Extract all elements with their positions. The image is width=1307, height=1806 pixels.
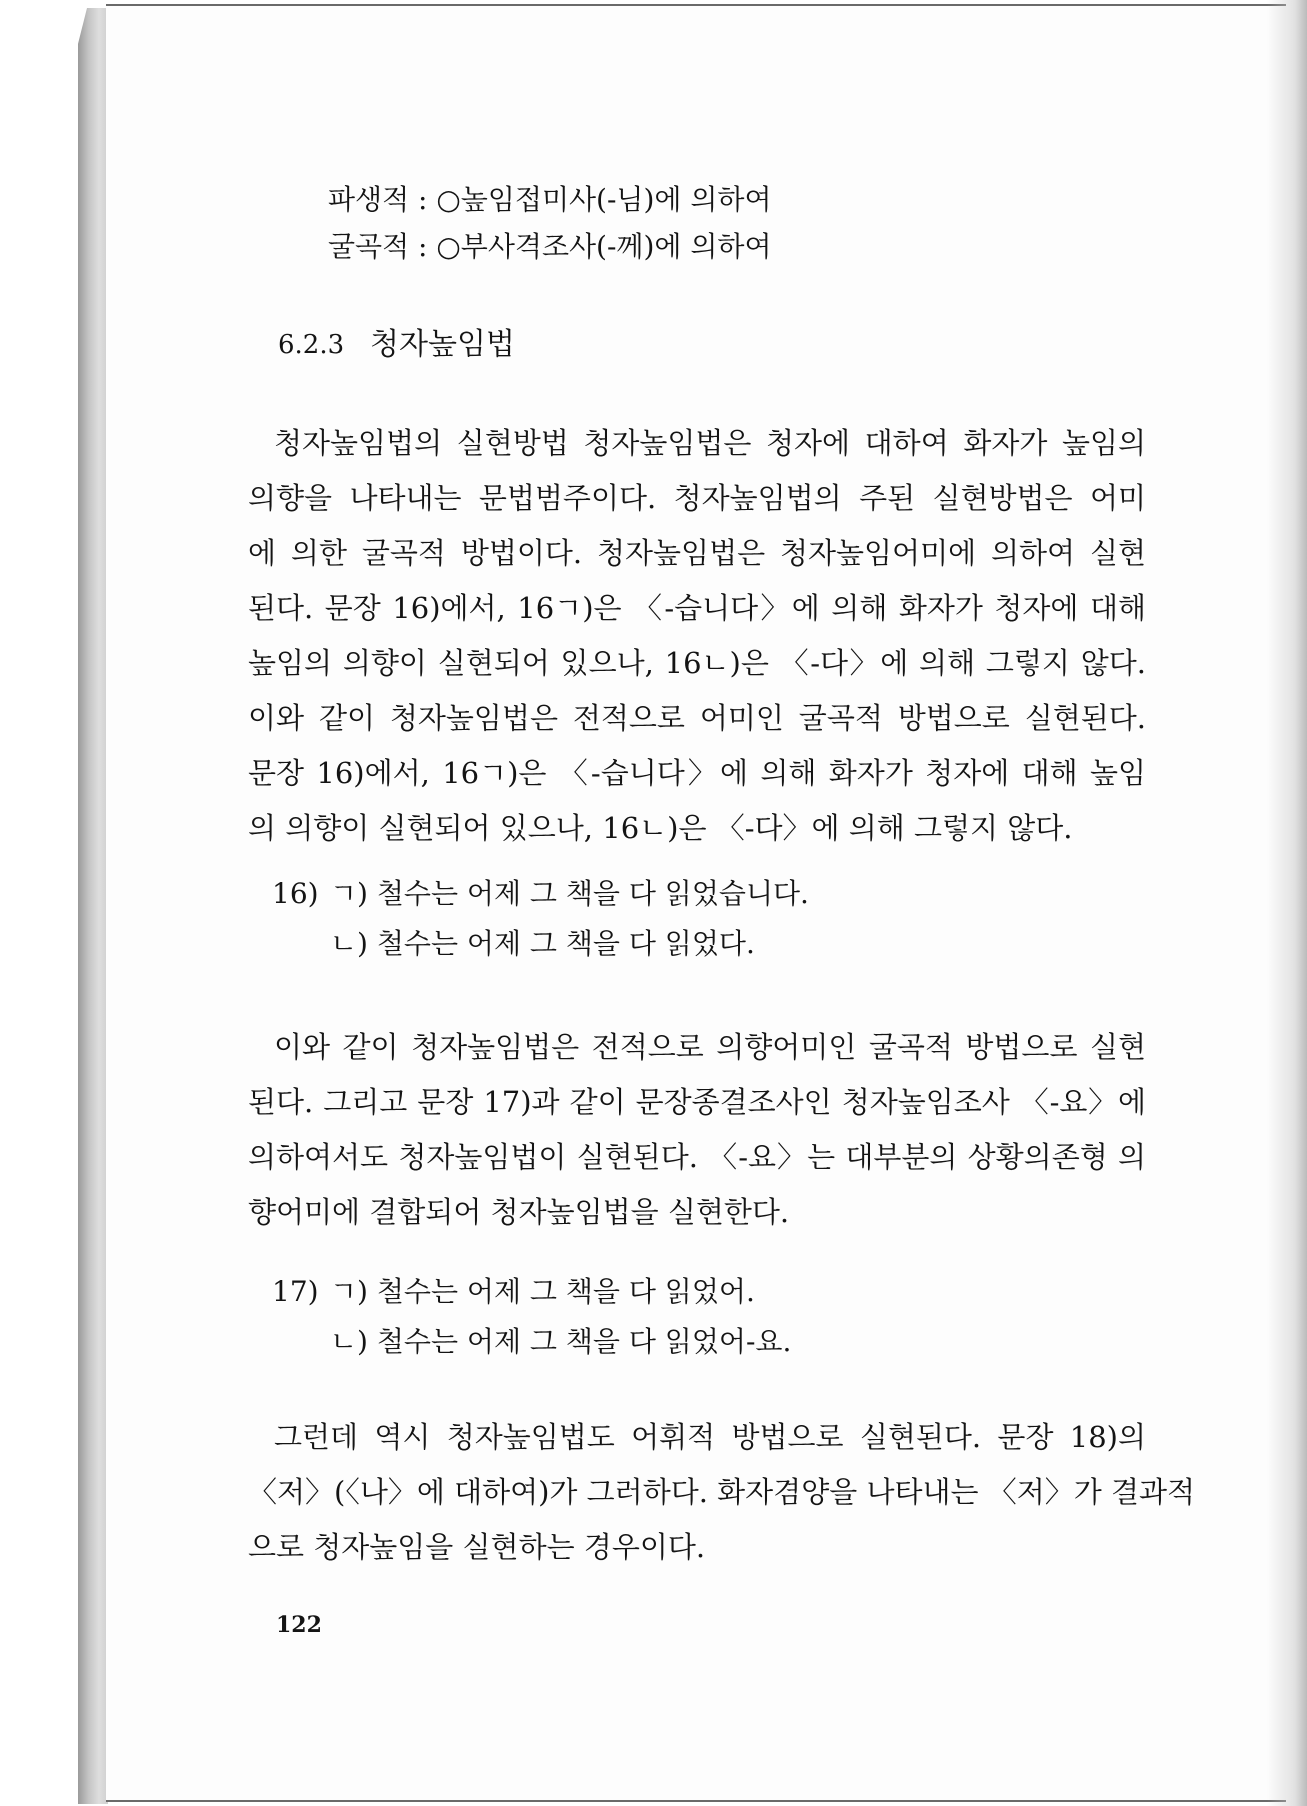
page-number: 122 (276, 1612, 322, 1638)
paragraph-1-line: 이와 같이 청자높임법은 전적으로 어미인 굴곡적 방법으로 실현된다. (248, 701, 1146, 735)
paragraph-1-line: 문장 16)에서, 16ㄱ)은 〈-습니다〉에 의해 화자가 청자에 대해 높임 (248, 756, 1146, 790)
paragraph-2-line: 된다. 그리고 문장 17)과 같이 문장종결조사인 청자높임조사 〈-요〉에 (248, 1085, 1146, 1119)
book-spine (78, 8, 108, 1804)
paragraph-2 (248, 1020, 1146, 1240)
section-number: 6.2.3 (278, 330, 345, 360)
paragraph-1-line: 에 의한 굴곡적 방법이다. 청자높임법은 청자높임어미에 의하여 실현 (248, 536, 1146, 570)
paragraph-1 (248, 416, 1146, 856)
paragraph-1-line: 된다. 문장 16)에서, 16ㄱ)은 〈-습니다〉에 의해 화자가 청자에 대해 (248, 591, 1146, 625)
paragraph-2-line: 의하여서도 청자높임법이 실현된다. 〈-요〉는 대부분의 상황의존형 의 (248, 1140, 1146, 1174)
paragraph-3-line: 그런데 역시 청자높임법도 어휘적 방법으로 실현된다. 문장 18)의 (274, 1420, 1146, 1454)
paragraph-2-line: 향어미에 결합되어 청자높임법을 실현한다. (248, 1195, 790, 1229)
section-title: 청자높임법 (370, 327, 515, 362)
intro-line-derivational: 파생적 : ○높임접미사(-님)에 의하여 (328, 183, 772, 216)
example-16-a: ㄱ) 철수는 어제 그 책을 다 읽었습니다. (330, 877, 809, 910)
page-edge-shadow (1267, 0, 1307, 1806)
paragraph-1-line: 높임의 의향이 실현되어 있으나, 16ㄴ)은 〈-다〉에 의해 그렇지 않다. (248, 646, 1146, 680)
paragraph-2-line: 이와 같이 청자높임법은 전적으로 의향어미인 굴곡적 방법으로 실현 (274, 1030, 1146, 1064)
paragraph-3 (248, 1410, 1196, 1575)
paragraph-1-line: 의 의향이 실현되어 있으나, 16ㄴ)은 〈-다〉에 의해 그렇지 않다. (248, 811, 1073, 845)
example-16-b: ㄴ) 철수는 어제 그 책을 다 읽었다. (330, 927, 755, 960)
example-16-number: 16) (272, 877, 319, 910)
paragraph-1-line: 청자높임법의 실현방법 청자높임법은 청자에 대하여 화자가 높임의 (274, 426, 1146, 460)
intro-line-inflectional: 굴곡적 : ○부사격조사(-께)에 의하여 (328, 230, 772, 263)
example-17-b: ㄴ) 철수는 어제 그 책을 다 읽었어-요. (330, 1325, 792, 1358)
paragraph-3-line: 〈저〉(〈나〉에 대하여)가 그러하다. 화자겸양을 나타내는 〈저〉가 결과적 (248, 1475, 1196, 1509)
example-17-a: ㄱ) 철수는 어제 그 책을 다 읽었어. (330, 1275, 755, 1308)
example-17-number: 17) (272, 1275, 319, 1308)
paragraph-3-line: 으로 청자높임을 실현하는 경우이다. (248, 1530, 706, 1564)
paragraph-1-line: 의향을 나타내는 문법범주이다. 청자높임법의 주된 실현방법은 어미 (248, 481, 1146, 515)
